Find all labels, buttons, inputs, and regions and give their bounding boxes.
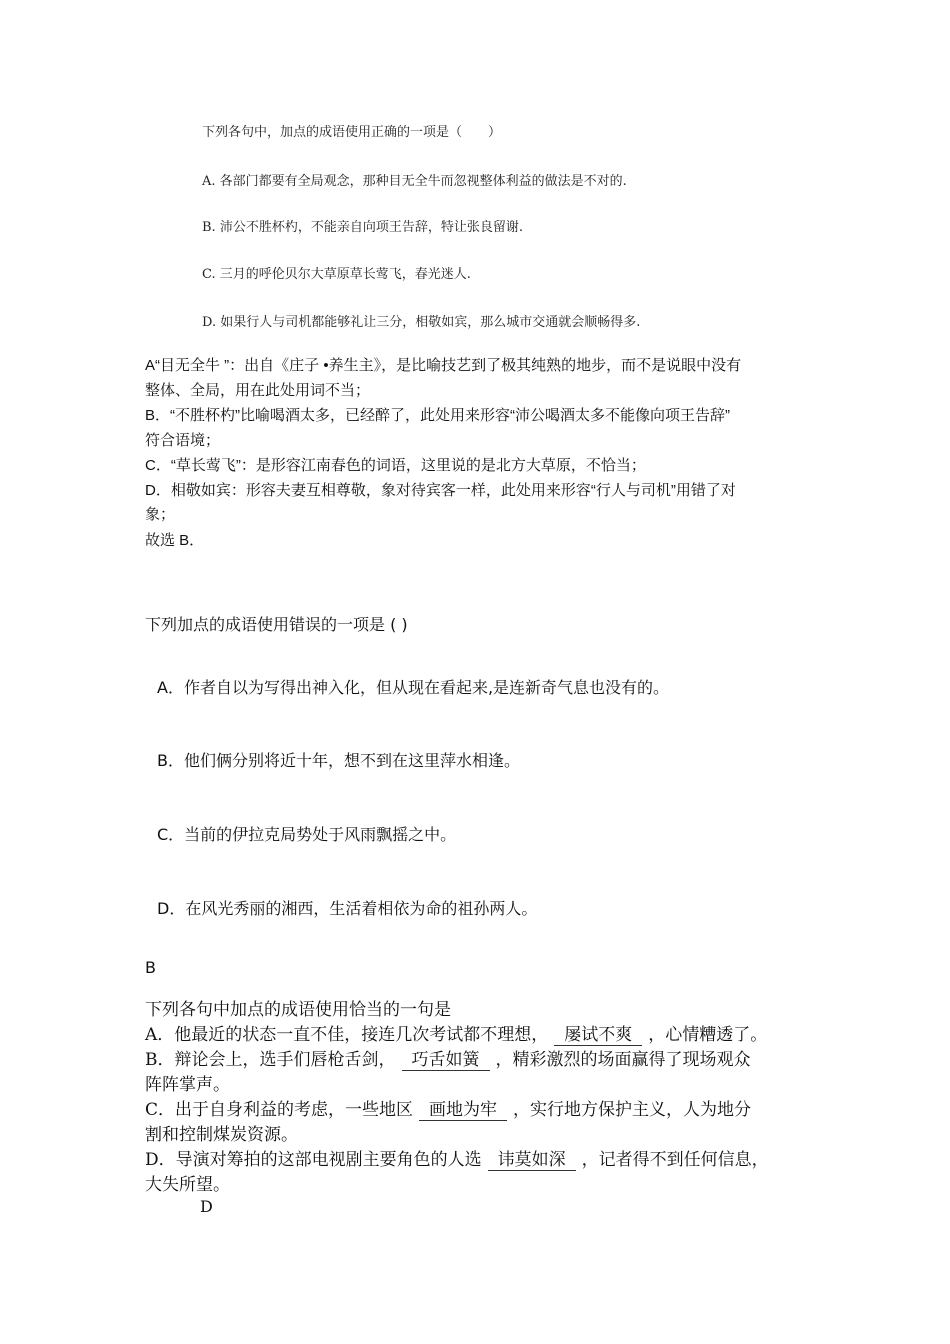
question-1-option-b: B. 沛公不胜杯杓，不能亲自向项王告辞，特让张良留谢. [202,220,523,235]
explanation-line: B．“不胜杯杓”比喻喝酒太多，已经醉了，此处用来形容“沛公喝酒太多不能像向项王告辞” [145,407,730,424]
question-3-stem: 下列各句中加点的成语使用恰当的一句是 [145,1000,451,1020]
question-3-option-d [145,1145,769,1171]
option-d-idiom: 讳莫如深 [488,1151,576,1171]
option-c-text-end: ，实行地方保护主义，人为地分 [513,1100,752,1120]
question-3-option-b [145,1045,751,1071]
question-2-option-c: C．当前的伊拉克局势处于风雨飘摇之中。 [157,825,457,844]
question-3-option-a [145,1020,767,1046]
option-c-text: C．出于自身利益的考虑，一些地区 [145,1100,414,1120]
question-1-stem: 下列各句中，加点的成语使用正确的一项是（ ） [202,125,502,140]
option-c-idiom: 画地为牢 [419,1101,507,1121]
question-1-option-d: D. 如果行人与司机都能够礼让三分，相敬如宾，那么城市交通就会顺畅得多. [202,315,641,330]
explanation-line: 符合语境； [145,432,221,449]
explanation-line: C．“草长莺飞”：是形容江南春色的词语，这里说的是北方大草原，不恰当； [145,457,646,474]
question-3-answer: D [200,1197,213,1216]
option-b-text-end: ，精彩激烈的场面赢得了现场观众 [495,1050,751,1070]
option-d-text: D．导演对筹拍的这部电视剧主要角色的人选 [145,1150,482,1170]
option-a-text-end: ，心情糟透了。 [648,1025,768,1045]
option-d-text-end: ，记者得不到任何信息， [581,1150,769,1170]
explanation-answer: 故选 B． [145,532,205,549]
option-d-continuation: 大失所望。 [145,1175,230,1195]
question-2-stem: 下列加点的成语使用错误的一项是 ( ) [145,615,408,634]
explanation-line: 整体、全局，用在此处用词不当； [145,382,371,399]
question-3-option-c [145,1095,751,1121]
question-2-option-d: D．在风光秀丽的湘西，生活着相依为命的祖孙两人。 [157,899,538,918]
explanation-line: 象； [145,506,176,523]
explanation-line: D．相敬如宾：形容夫妻互相尊敬，象对待宾客一样，此处用来形容“行人与司机”用错了对 [145,482,736,499]
explanation-line: A“目无全牛 ”：出自《庄子 •养生主》，是比喻技艺到了极其纯熟的地步，而不是说眼中没有 [145,357,742,374]
option-b-continuation: 阵阵掌声。 [145,1075,230,1095]
question-1-option-c: C. 三月的呼伦贝尔大草原草长莺飞，春光迷人. [202,267,471,282]
question-2-option-a: A．作者自以为写得出神入化，但从现在看起来,是连新奇气息也没有的。 [157,678,670,697]
question-1-option-a: A. 各部门都要有全局观念，那种目无全牛而忽视整体利益的做法是不对的. [202,174,627,189]
question-2-answer: B [145,958,156,977]
option-b-idiom: 巧舌如簧 [402,1051,490,1071]
question-2-option-b: B．他们俩分别将近十年，想不到在这里萍水相逢。 [157,751,520,770]
option-b-text: B．辩论会上，选手们唇枪舌剑， [145,1050,396,1070]
option-c-continuation: 割和控制煤炭资源。 [145,1125,298,1145]
option-a-idiom: 屡试不爽 [554,1026,642,1046]
option-a-text: A．他最近的状态一直不佳，接连几次考试都不理想， [145,1025,549,1045]
